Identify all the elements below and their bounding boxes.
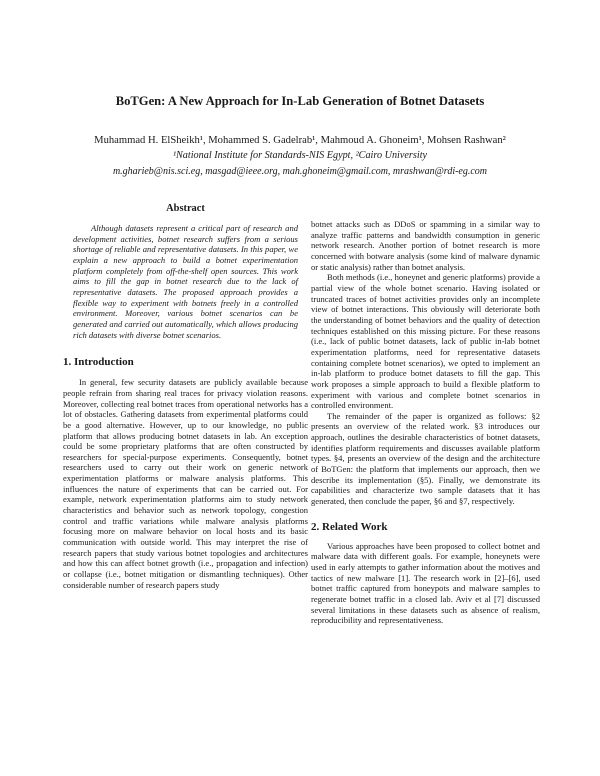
intro-paragraph-2: Both methods (i.e., honeynet and generic platforms) provide a partial view of the whole botnet scenario. Having isolated or truncated traces of botnet activities provides only an incomplete view of botnet interactions. This obviously will deteriorate both the understanding of botnet behaviors and the quality of detection techniques established on this missing picture. For these reasons (i.e., lack of public botnet datasets, lack of public in-lab botnet experimentation platforms, need for representative datasets containing complete botnet scenarios), we opted to implement an in-lab platform to produce botnet datasets to fill the gap. This work proposes a simple approach to build a flexible platform to experiment with various and complete botnet scenarios in controlled environment. (311, 272, 540, 411)
abstract-heading: Abstract (166, 203, 205, 214)
paper-title: BoTGen: A New Approach for In-Lab Generation of Botnet Datasets (115, 94, 485, 108)
intro-paragraph-3: The remainder of the paper is organized as follows: §2 presents an overview of the related work. §3 introduces our approach, outlines the desirable characteristics of botnet datasets, identifies platform requirements and discusses available platform types. §4, presents an overview of the design and the architecture of BoTGen: the platform that implements our approach, then we describe its implementation (§5). Finally, we demonstrate its capabilities and characterize two sample datasets that it has generated, then conclude the paper, §6 and §7, respectively. (311, 410, 540, 507)
related-work-heading: 2. Related Work (311, 520, 388, 533)
abstract-text: Although datasets represent a critical part of research and development activities, botnet research suffers from a serious shortage of reliable and representative datasets. In this paper, we explain a new approach to build a botnet experimentation platform completely from off-the-shelf open sources. This work aims to fill the gap in botnet research due to the lack of representative datasets. The proposed approach provides a flexible way to experiment with botnets freely in a controlled environment. Moreover, various botnet scenarios can be generated and carried out automatically, which allows producing rich datasets with diverse botnet scenarios. (73, 223, 298, 340)
right-column (311, 219, 540, 626)
left-column (63, 203, 308, 590)
paper-affiliations: ¹National Institute for Standards-NIS Egypt, ²Cairo University (172, 150, 428, 161)
paper-emails: m.gharieb@nis.sci.eg, masgad@ieee.org, mah.ghoneim@gmail.com, mrashwan@rdi-eg.com (112, 166, 488, 177)
intro-paragraph-1-continued: botnet attacks such as DDoS or spamming in a similar way to analyze traffic patterns and bandwidth consumption in generic network research. Another portion of botnet research is more concerned with botware analysis (some kind of malware dynamic or static analysis) rather than botnet analysis. (311, 219, 540, 272)
intro-heading: 1. Introduction (63, 356, 134, 369)
related-work-paragraph-1: Various approaches have been proposed to collect botnet and malware data with different goals. For example, honeynets were used in early attempts to gather information about the motives and tactics of new malware [1]. The research work in [2]–[6], used botnet traffic captured from honeypots and malware samples to regenerate botnet traffic in a closed lab. Aviv et al [7] discussed several limitations in these datasets such as absence of realism, reproducibility and representativeness. (311, 540, 540, 626)
intro-paragraph-1: In general, few security datasets are publicly available because people refrain from sharing real traces for privacy violation reasons. Moreover, collecting real botnet traces from operational networks has a lot of obstacles. Gathering datasets from experimental platforms could be a good alternative. However, up to our knowledge, no public platform that allows producing botnet datasets in lab. An exception could be some proprietary platforms that are often constructed by researchers for special-purpose experiments. Consequently, botnet researchers used to carry out their work on generic network experimentation platforms or malware analysis platforms. This influences the nature of experiments that can be carried out. For example, network experimentation platforms aim to study network characteristics and behavior such as network topology, congestion control and traffic variations while malware analysis platforms focusing more on malware behavior on local hosts and its basic communication with outside world. This may interpret the rise of research papers that study various botnet topologies and architectures and how this can affect botnet growth (i.e., propagation and infection) or collapse (i.e., botnet mitigation or dismantling techniques). Other considerable number of research papers study (63, 377, 308, 590)
paper-authors: Muhammad H. ElSheikh¹, Mohammed S. Gadelrab¹, Mahmoud A. Ghoneim¹, Mohsen Rashwan² (94, 135, 506, 146)
